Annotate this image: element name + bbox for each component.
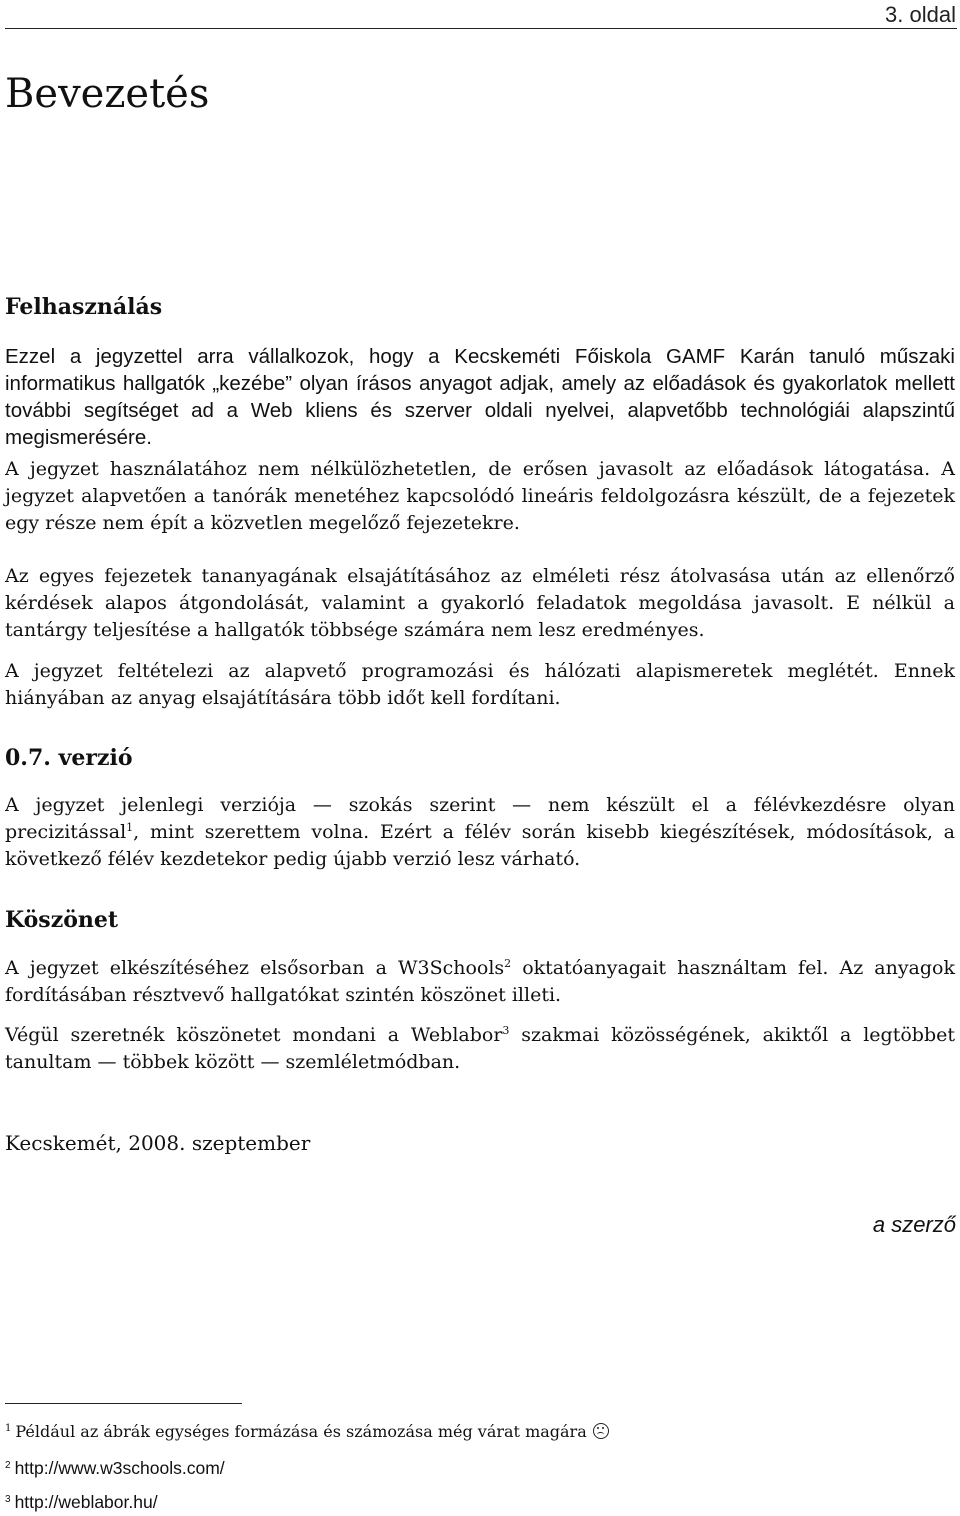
footnote-ref-2[interactable]: 2 <box>504 957 512 970</box>
thanks-text-a: A jegyzet elkészítéséhez elsősorban a W3Schools <box>5 957 505 979</box>
footnote-link[interactable]: http://weblabor.hu/ <box>14 1492 158 1512</box>
footnote-ref-1[interactable]: 1 <box>126 821 134 834</box>
footnote-number: 1 <box>5 1423 12 1434</box>
sad-face-icon <box>593 1423 609 1439</box>
footnote-number: 2 <box>5 1460 11 1471</box>
heading-thanks: Köszönet <box>5 907 119 933</box>
heading-version: 0.7. verzió <box>5 745 133 771</box>
version-text-a: A jegyzet jelenlegi verziója — szokás szerint — nem készült el a félévkezdésre olyan precizitással <box>5 794 955 843</box>
version-text-b: , mint szerettem volna. Ezért a félév során kisebb kiegészítések, módosítások, a következő félév kezdetekor pedig újabb verzió lesz várható. <box>5 821 955 870</box>
header-rule <box>5 28 957 29</box>
date-line: Kecskemét, 2008. szeptember <box>5 1131 311 1155</box>
footnote-number: 3 <box>5 1494 11 1505</box>
footnote-1 <box>5 1421 609 1443</box>
thanks2-text-b: szakmai közösségének, akiktől a legtöbbet tanultam — többek között — szemléletmódban. <box>5 1024 955 1073</box>
footnote-text: Például az ábrák egységes formázása és számozása még várat magára <box>15 1422 587 1441</box>
thanks2-text-a: Végül szeretnék köszönetet mondani a Weblabor <box>5 1024 503 1046</box>
page-number: 3. oldal <box>885 2 956 27</box>
thanks-paragraph-2 <box>5 1022 955 1076</box>
author-signature: a szerző <box>872 1212 956 1237</box>
footnote-2 <box>5 1457 225 1479</box>
footnote-link[interactable]: http://www.w3schools.com/ <box>14 1458 225 1478</box>
usage-paragraph-3: Az egyes fejezetek tananyagának elsajátításához az elméleti rész átolvasása után az ellenőrző kérdések alapos átgondolását, valamint a gyakorló feladatok megoldása javasolt. E nélkül a tantárgy teljesítése a hallgatók többsége számára nem lesz eredményes. <box>5 565 955 641</box>
usage-paragraph-1: Ezzel a jegyzettel arra vállalkozok, hogy a Kecskeméti Főiskola GAMF Karán tanuló műszaki informatikus hallgatók „kezébe” olyan írásos anyagot adjak, amely az előadások és gyakorlatok mellett további segítséget ad a Web kliens és szerver oldali nyelvei, alapvetőbb technológiái alapszintű megismerésére. <box>5 345 955 449</box>
footnote-ref-3[interactable]: 3 <box>502 1024 510 1037</box>
footnote-separator <box>5 1403 242 1404</box>
thanks-text-b: oktatóanyagait használtam fel. Az anyagok fordításában résztvevő hallgatókat szintén köszönet illeti. <box>5 957 955 1006</box>
usage-paragraph-4: A jegyzet feltételezi az alapvető programozási és hálózati alapismeretek meglétét. Ennek hiányában az anyag elsajátítására több időt kell fordítani. <box>5 660 955 709</box>
page-title: Bevezetés <box>5 71 210 117</box>
usage-paragraph-2: A jegyzet használatához nem nélkülözhetetlen, de erősen javasolt az előadások látogatása. A jegyzet alapvetően a tanórák menetéhez kapcsolódó lineáris feldolgozásra készült, de a fejezetek egy része nem épít a közvetlen megelőző fejezetekre. <box>5 458 955 534</box>
footnote-3 <box>5 1491 158 1513</box>
thanks-paragraph-1 <box>5 955 955 1009</box>
version-paragraph <box>5 792 955 873</box>
heading-usage: Felhasználás <box>5 294 163 320</box>
